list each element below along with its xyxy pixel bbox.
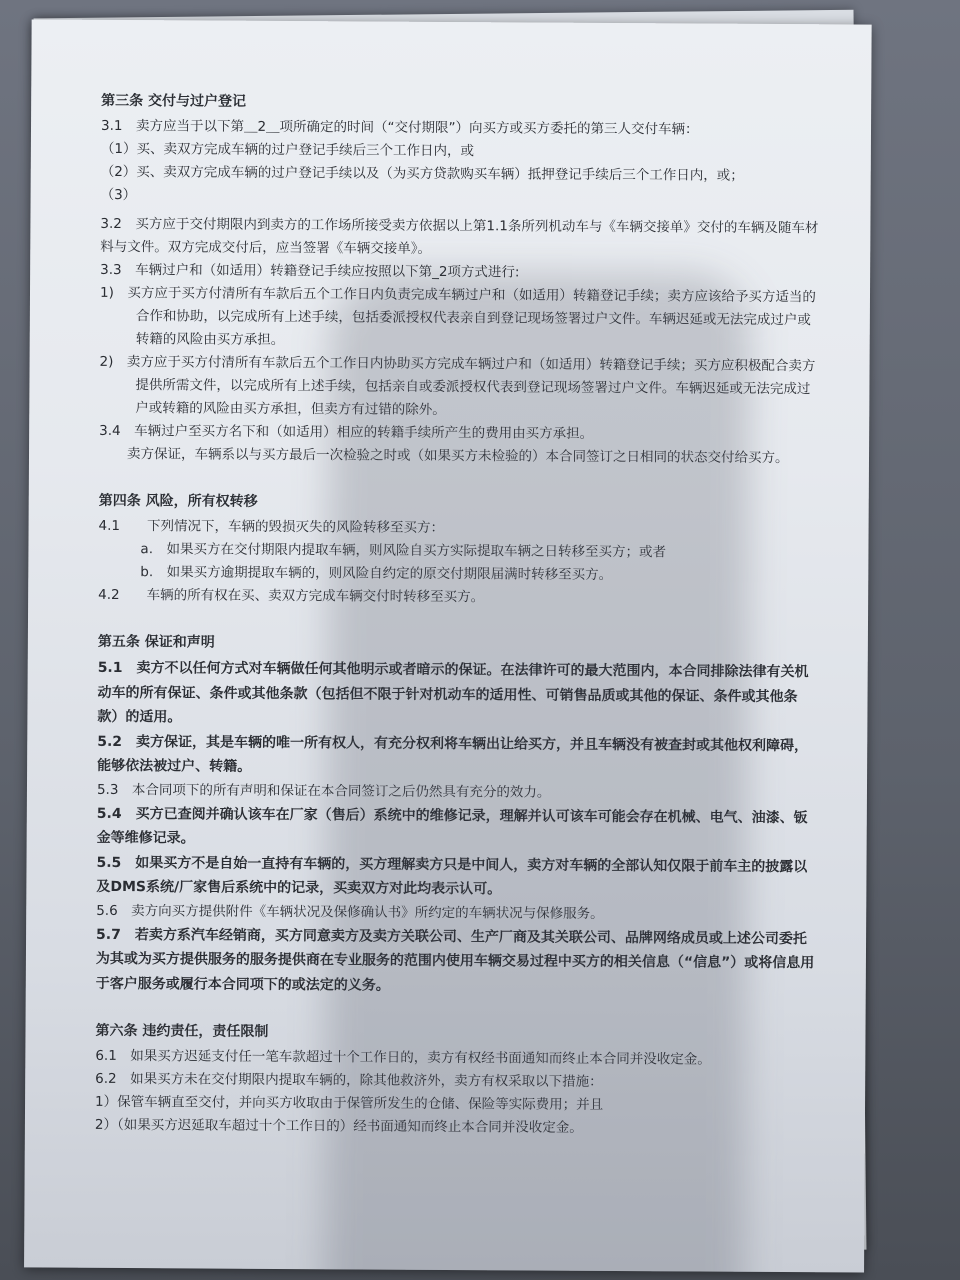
section-6-title: 第六条 违约责任，责任限制 (95, 1022, 269, 1040)
clause-3-1-option-1: （1）买、卖双方完成车辆的过户登记手续后三个工作日内，或 (100, 140, 475, 160)
clause-6-2-item-2: 2）（如果买方迟延取车超过十个工作日的）经书面通知而终止本合同并没收定金。 (94, 1116, 583, 1136)
clause-5-2: 5.2 卖方保证，其是车辆的唯一所有权人，有充分权利将车辆出让给买方，并且车辆没有被查封或其他权利障碍，能够依法被过户、转籍。 (97, 733, 809, 775)
clause-4-1-b: b. 如果买方逾期提取车辆的，则风险自约定的原交付期限届满时转移至买方。 (140, 564, 613, 584)
clause-3-1-option-3: （3） (100, 186, 137, 204)
clause-3-4: 3.4 车辆过户至买方名下和（如适用）相应的转籍手续所产生的费用由买方承担。 (99, 422, 594, 442)
clause-6-2-item-1: 1）保管车辆直至交付，并向买方收取由于保管所发生的仓储、保险等实际费用；并且 (95, 1093, 604, 1113)
clause-3-3: 3.3 车辆过户和（如适用）转籍登记手续应按照以下第_2项方式进行: (100, 261, 520, 281)
clause-5-7: 5.7 若卖方系汽车经销商，买方同意卖方及卖方关联公司、生产厂商及其关联公司、品牌网络成员或上述公司委托为其或为买方提供服务的服务提供商在专业服务的范围内使用车辆交易过程中买方的相关信息（“信息”）或将信息用于客户服务或履行本合同项下的或法定的义务。 (95, 926, 815, 994)
clause-6-1: 6.1 如果买方迟延支付任一笔车款超过十个工作日的，卖方有权经书面通知而终止本合同并没收定金。 (95, 1047, 711, 1068)
clause-3-3-item-2: 2) 卖方应于买方付清所有车款后五个工作日内协助买方完成车辆过户和（如适用）转籍登记手续；买方应积极配合卖方提供所需文件，以完成所有上述手续，包括亲自或委派授权代表到登记现场签署过户文件。车辆迟延或无法完成过户或转籍的风险由买方承担，但卖方有过错的除外。 (99, 353, 816, 418)
clause-4-1-a: a. 如果买方在交付期限内提取车辆，则风险自买方实际提取车辆之日转移至买方；或者 (140, 541, 667, 561)
clause-3-2: 3.2 买方应于交付期限内到卖方的工作场所接受卖方依据以上第1.1条所列机动车与《车辆交接单》交付的车辆及随车材料与文件。双方完成交付后，应当签署《车辆交接单》。 (100, 215, 819, 257)
clause-5-3: 5.3 本合同项下的所有声明和保证在本合同签订之后仍然具有充分的效力。 (96, 781, 551, 801)
contract-page (24, 19, 872, 1272)
clause-3-3-item-1: 1) 买方应于买方付清所有车款后五个工作日内负责完成车辆过户和（如适用）转籍登记手续；卖方应该给予买方适当的合作和协助，以完成所有上述手续，包括委派授权代表亲自到登记现场签署过户文件。车辆迟延或无法完成过户或转籍的风险由买方承担。 (99, 284, 816, 348)
contract-text (95, 90, 821, 1141)
clause-5-6: 5.6 卖方向买方提供附件《车辆状况及保修确认书》所约定的车辆状况与保修服务。 (96, 902, 604, 922)
clause-6-2: 6.2 如果买方未在交付期限内提取车辆的，除其他救济外，卖方有权采取以下措施： (95, 1070, 603, 1090)
clause-3-1-option-2: （2）买、卖双方完成车辆的过户登记手续以及（为买方贷款购买车辆）抵押登记手续后三个工作日内，或； (100, 163, 744, 184)
clause-5-4: 5.4 买方已查阅并确认该车在厂家（售后）系统中的维修记录，理解并认可该车可能会存在机械、电气、油漆、钣金等维修记录。 (96, 805, 808, 847)
clause-4-2: 4.2 车辆的所有权在买、卖双方完成车辆交付时转移至买方。 (98, 586, 485, 606)
section-5-title: 第五条 保证和声明 (97, 633, 215, 651)
clause-5-5: 5.5 如果买方不是自始一直持有车辆的，买方理解卖方只是中间人，卖方对车辆的全部认知仅限于前车主的披露以及DMS系统/厂家售后系统中的记录，买卖双方对此均表示认可。 (96, 854, 808, 898)
clause-3-1: 3.1 卖方应当于以下第＿2＿项所确定的时间（“交付期限”）向买方或买方委托的第三人交付车辆： (100, 117, 699, 138)
section-4-title: 第四条 风险，所有权转移 (98, 492, 258, 510)
clause-4-1: 4.1 下列情况下，车辆的毁损灭失的风险转移至买方： (98, 517, 445, 536)
section-3-title: 第三条 交付与过户登记 (101, 92, 247, 110)
clause-5-1: 5.1 卖方不以任何方式对车辆做任何其他明示或者暗示的保证。在法律许可的最大范围内，本合同排除法律有关机动车的所有保证、条件或其他条款（包括但不限于针对机动车的适用性、可销售品质或其他的保证、条件或其他条款）的适用。 (97, 659, 809, 726)
clause-3-4-guarantee: 卖方保证，车辆系以与买方最后一次检验之时或（如果买方未检验的）本合同签订之日相同的状态交付给买方。 (126, 446, 789, 467)
